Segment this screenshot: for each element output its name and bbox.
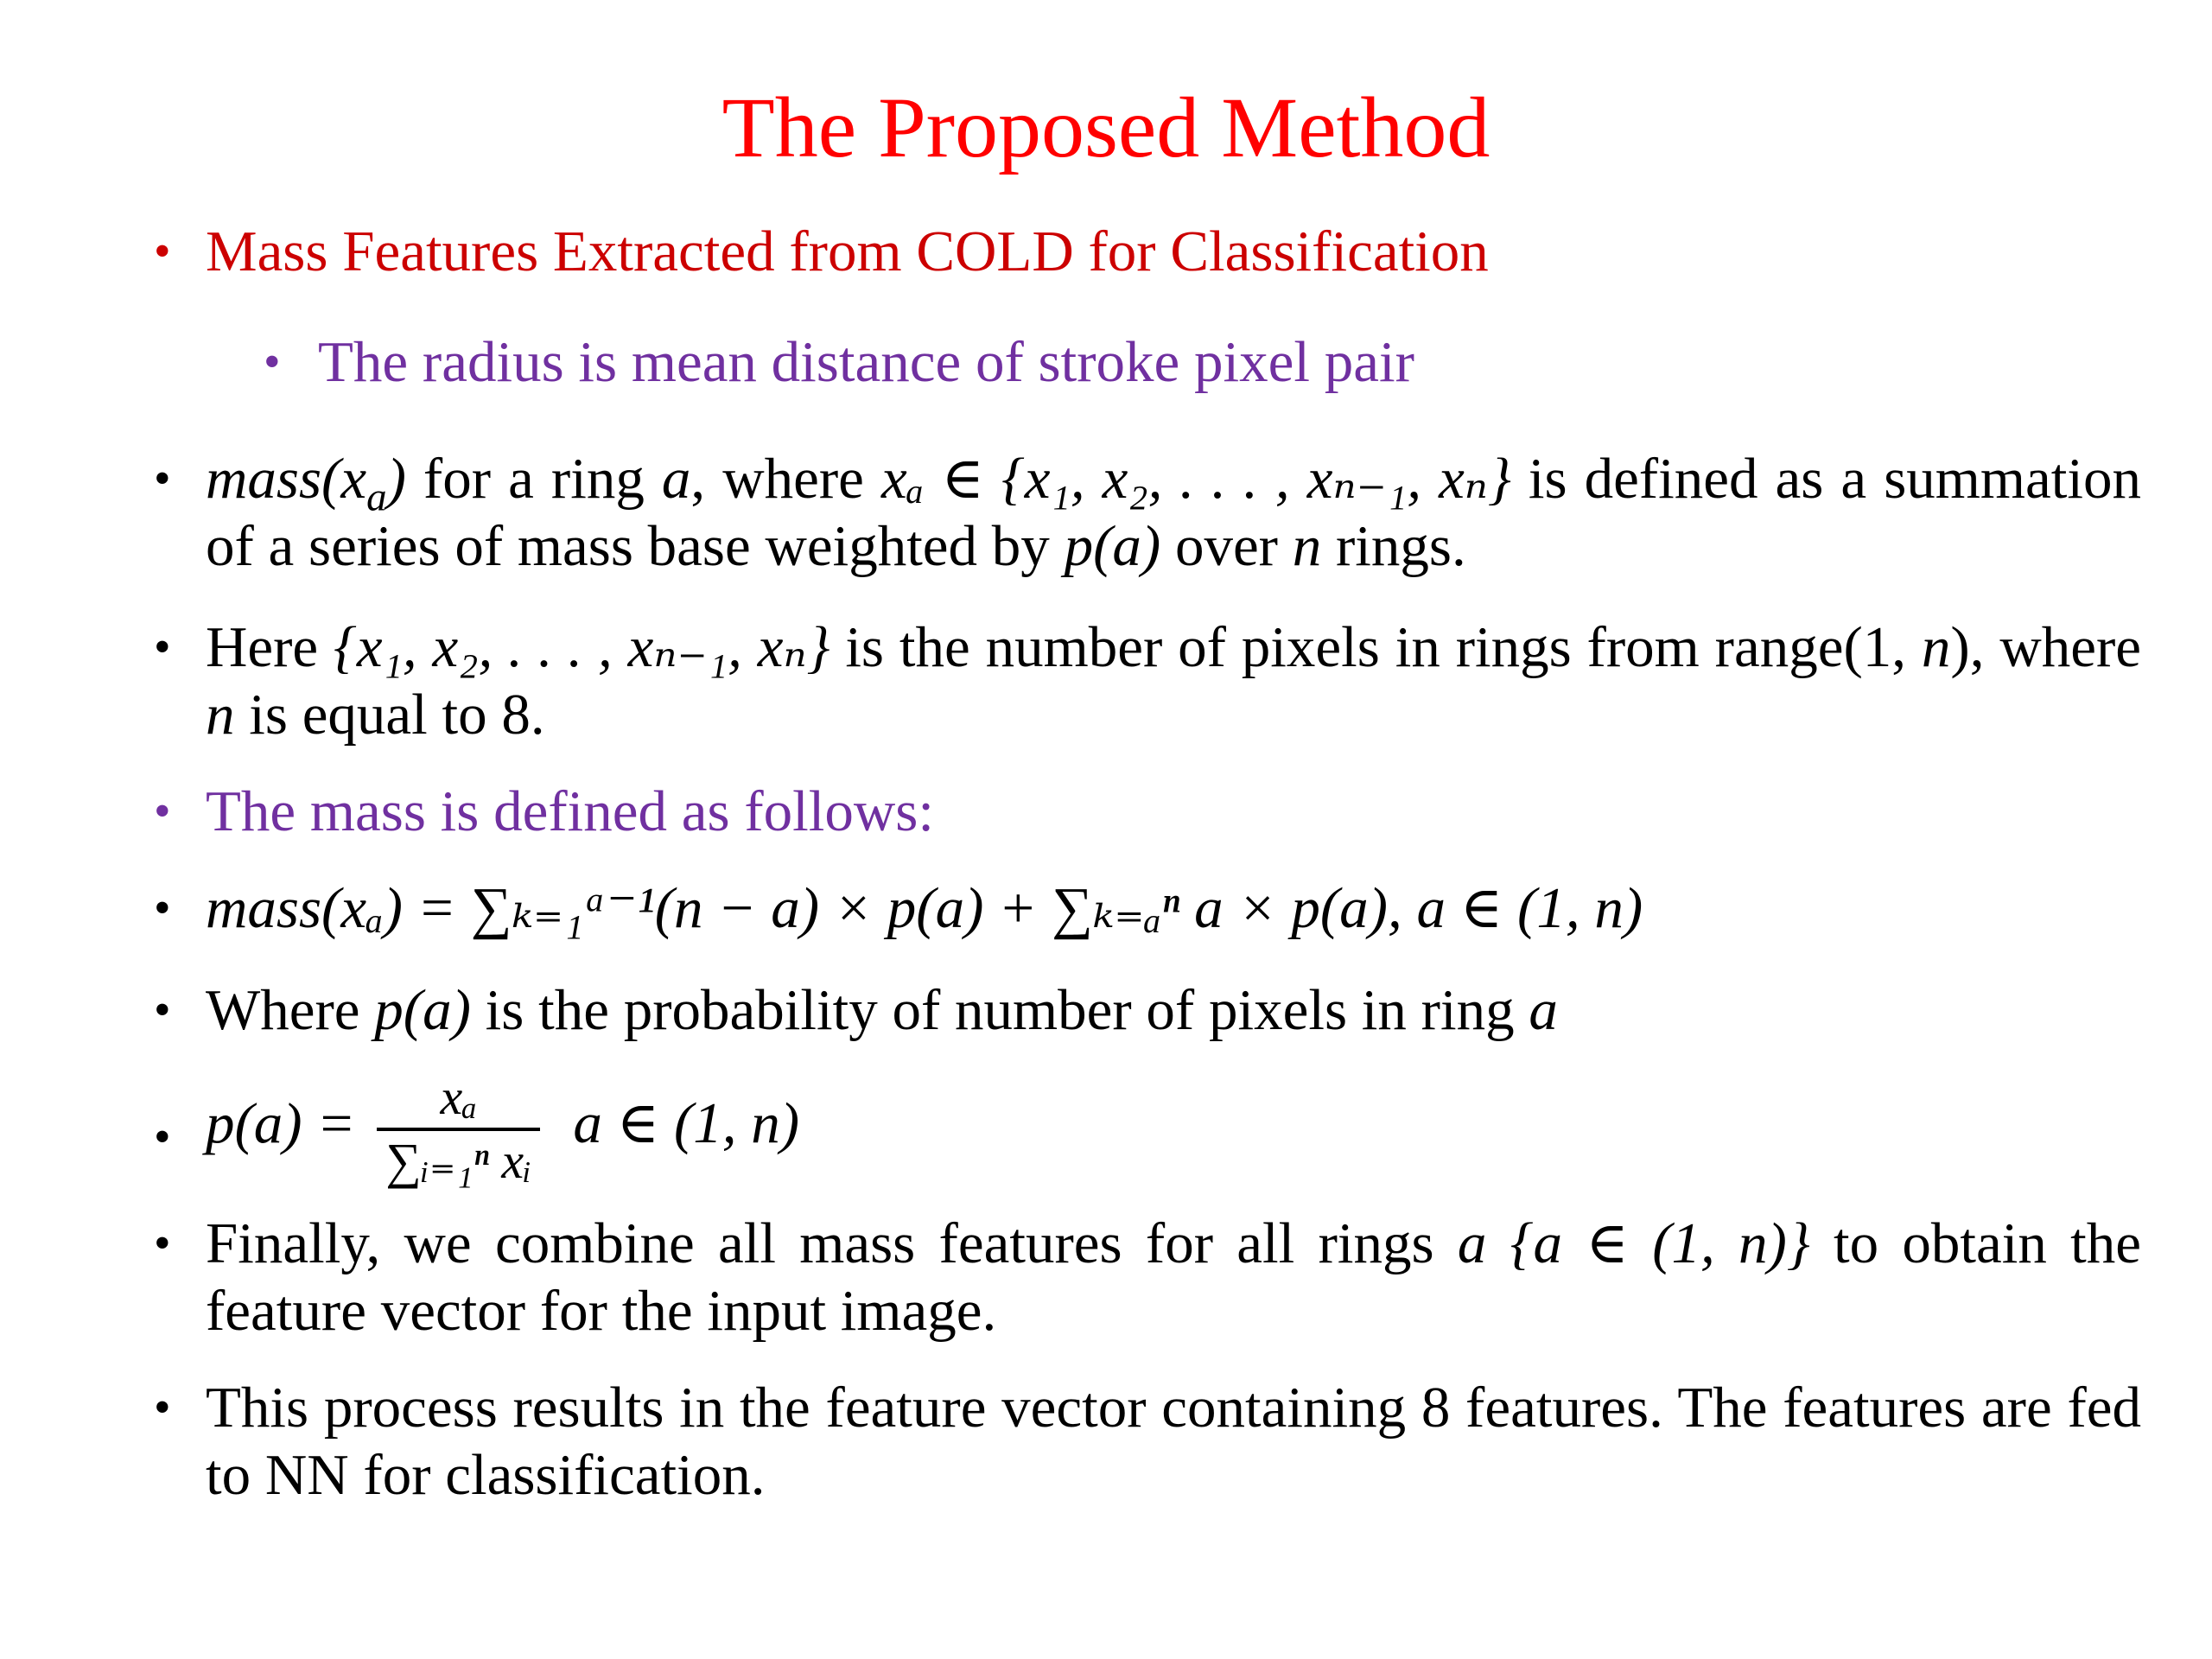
bullet-dot: •	[264, 335, 281, 389]
mass-term: $mass(x_a)$	[206, 447, 406, 520]
bullet-text: The mass is defined as follows:	[206, 779, 934, 843]
bullet-dot: •	[154, 785, 171, 838]
bullet-dot: •	[154, 225, 171, 278]
slide-title: The Proposed Method	[721, 79, 1491, 175]
bullet-text: Here {x₁, x₂, . . . , xₙ₋₁, xₙ} is the number of pixels in rings from range(1, n), where n is equal to 8.	[206, 615, 2141, 747]
fraction-denominator: ∑ᵢ₌₁ⁿ xᵢ	[377, 1128, 540, 1192]
bullet-text: Finally, we combine all mass features for all rings a {a ∈ (1, n)} to obtain the feature vector for the input image.	[206, 1211, 2142, 1343]
bullet-text: Mass Features Extracted from COLD for Classification	[206, 219, 1489, 283]
probability-formula: p(a) = $\frac{\text{xₐ}}{\text{∑ᵢ₌₁ⁿ xᵢ}}$ a ∈ (1, n)	[206, 1067, 2141, 1192]
bullet-dot: •	[154, 1110, 171, 1164]
bullet-text: $mass(x_a)$ for a ring a, where xₐ ∈ {x₁, x₂, . . . , xₙ₋₁, xₙ} is defined as a summation of a series of mass base weighted by p(a) over n rings.	[206, 447, 2141, 578]
set-expression: {x₁, x₂, . . . , xₙ₋₁, xₙ}	[334, 615, 830, 679]
bullet-dot: •	[154, 1217, 171, 1270]
bullet-dot: •	[154, 881, 171, 935]
bullet-dot: •	[154, 452, 171, 505]
mass-formula: mass(xₐ) = ∑ₖ₌₁ᵃ⁻¹(n − a) × p(a) + ∑ₖ₌ₐⁿ a × p(a), a ∈ (1, n)	[206, 876, 1643, 940]
bullet-text: The radius is mean distance of stroke pixel pair	[318, 330, 1414, 394]
bullet-text: This process results in the feature vector containing 8 features. The features are fed to NN for classification.	[206, 1376, 2141, 1507]
bullet-dot: •	[154, 1381, 171, 1434]
bullet-dot: •	[154, 983, 171, 1037]
set-expression: xₐ ∈ {x₁, x₂, . . . , xₙ₋₁, xₙ}	[880, 447, 1511, 511]
bullet-text: Where p(a) is the probability of number of pixels in ring a	[206, 978, 1558, 1042]
fraction	[377, 1067, 540, 1192]
fraction-numerator: xₐ	[440, 1069, 478, 1125]
bullet-dot: •	[154, 620, 171, 674]
